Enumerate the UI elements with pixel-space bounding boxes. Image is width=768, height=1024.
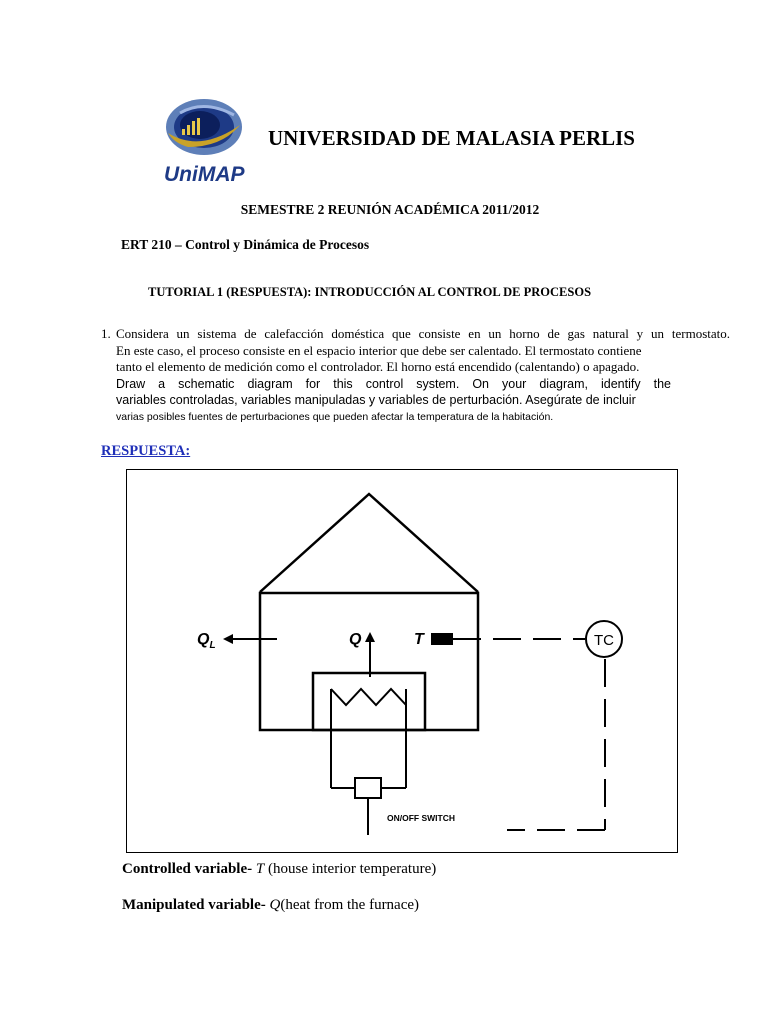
heat-arrowhead <box>365 632 375 642</box>
heat-loss-arrowhead <box>223 634 233 644</box>
controlled-variable <box>122 861 436 878</box>
manipulated-variable-description: (heat from the furnace) <box>280 897 420 913</box>
course-title: ERT 210 – Control y Dinámica de Procesos <box>121 237 370 252</box>
unimap-logo <box>160 95 246 191</box>
question-number: 1. <box>101 326 111 341</box>
question-line: varias posibles fuentes de perturbaciones que pueden afectar la temperatura de la habitación. <box>116 410 554 423</box>
tutorial-title: TUTORIAL 1 (RESPUESTA): INTRODUCCIÓN AL CONTROL DE PROCESOS <box>148 285 592 299</box>
question-line: En este caso, el proceso consiste en el espacio interior que debe ser calentado. El termostato contiene <box>116 342 642 358</box>
logo-text: UniMAP <box>164 163 245 186</box>
controlled-variable-symbol: T <box>255 861 265 877</box>
on-off-switch <box>355 778 381 798</box>
manipulated-variable-symbol: Q <box>269 897 281 913</box>
university-title: UNIVERSIDAD DE MALASIA PERLIS <box>268 126 635 150</box>
temperature-sensor <box>431 633 453 645</box>
answer-label: RESPUESTA: <box>101 443 191 459</box>
house-roof <box>260 494 478 592</box>
control-system-diagram <box>126 469 678 853</box>
question-line: Draw a schematic diagram for this control system. On your diagram, identify the <box>116 376 671 391</box>
unimap-logo-graphic <box>160 95 246 191</box>
controlled-variable-label: Controlled variable- <box>122 861 253 877</box>
semester-heading: SEMESTRE 2 REUNIÓN ACADÉMICA 2011/2012 <box>240 202 540 217</box>
tc-label: TC <box>594 632 614 649</box>
switch-label: ON/OFF SWITCH <box>387 813 455 823</box>
t-label: T <box>414 631 424 648</box>
furnace <box>313 673 425 730</box>
question-text <box>116 326 730 425</box>
ql-label: $Q_L$ <box>197 631 216 651</box>
manipulated-variable <box>122 897 419 914</box>
furnace-heating-element <box>331 689 406 705</box>
question-line: tanto el elemento de medición como el controlador. El horno está encendido (calentando) o apagado. <box>116 359 640 374</box>
controlled-variable-description: (house interior temperature) <box>267 861 437 877</box>
question-line: variables controladas, variables manipuladas y variables de perturbación. Asegúrate de incluir <box>116 393 636 407</box>
diagram-canvas <box>127 470 677 852</box>
manipulated-variable-label: Manipulated variable- <box>122 897 266 913</box>
q-label: Q <box>349 631 362 648</box>
question-line: Considera un sistema de calefacción doméstica que consiste en un horno de gas natural y un termostato. <box>116 326 730 341</box>
